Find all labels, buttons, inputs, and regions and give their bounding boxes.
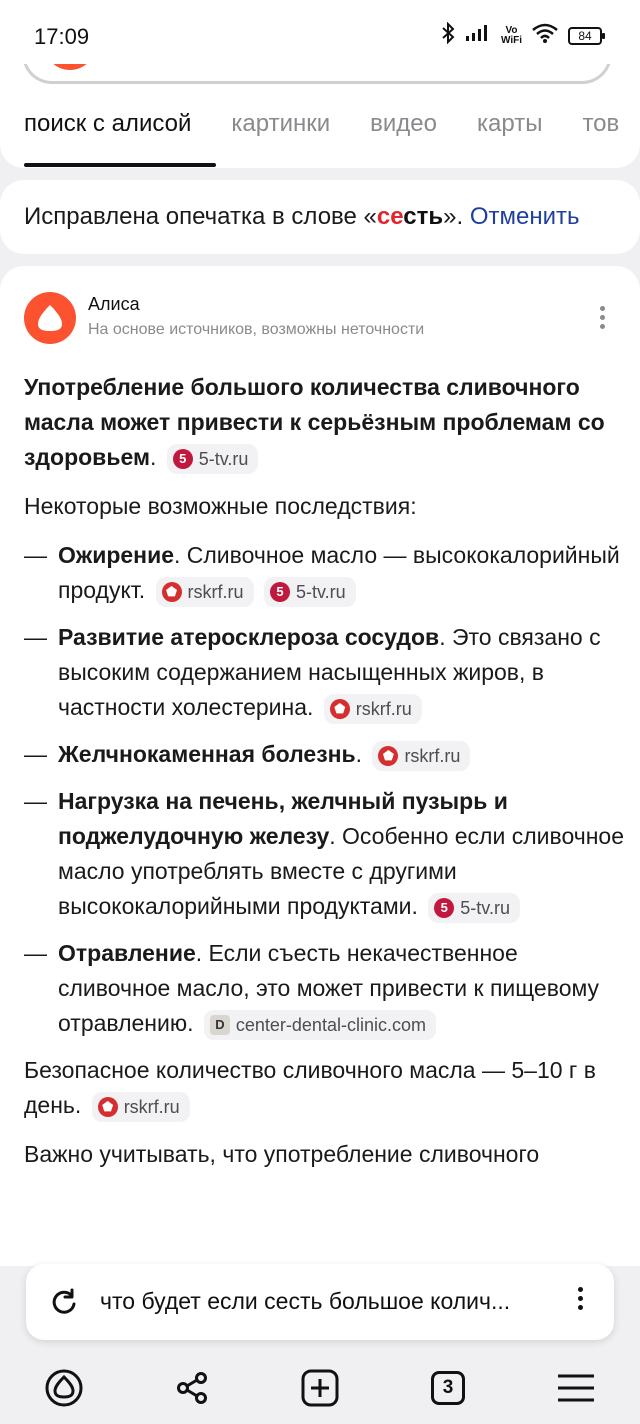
tabs-count: 3	[431, 1371, 465, 1405]
source-chip-rskrf[interactable]: ⬟ rskrf.ru	[324, 694, 422, 724]
5tv-icon: 5	[434, 898, 454, 918]
rskrf-icon: ⬟	[378, 746, 398, 766]
more-options-icon[interactable]	[592, 306, 612, 332]
search-header	[0, 64, 640, 168]
bottom-nav	[0, 1352, 640, 1424]
source-chip-rskrf[interactable]: ⬟ rskrf.ru	[156, 577, 254, 607]
battery-icon: 84	[568, 27, 602, 45]
active-tab-indicator	[24, 163, 216, 167]
typo-correction	[0, 180, 640, 254]
signal-icon	[465, 24, 491, 47]
answer-source-name: Алиса	[88, 294, 140, 314]
rskrf-icon: ⬟	[330, 699, 350, 719]
5tv-icon: 5	[270, 582, 290, 602]
important-paragraph: Важно учитывать, что употребление сливочного	[24, 1141, 540, 1167]
wifi-icon	[532, 23, 558, 48]
list-item: — Нагрузка на печень, желчный пузырь и поджелудочную железу. Особенно если сливочное масло употреблять вместе с другими высококалорийными продуктами. 5 5-tv.ru	[24, 784, 624, 924]
tab-alice-search[interactable]: поиск с алисой	[24, 110, 192, 137]
search-field-edge[interactable]	[22, 64, 612, 84]
source-chip-5tv[interactable]: 5 5-tv.ru	[264, 577, 356, 607]
refresh-icon[interactable]	[50, 1288, 78, 1321]
source-chip-5tv[interactable]: 5 5-tv.ru	[428, 893, 520, 923]
5tv-icon: 5	[173, 449, 193, 469]
tab-products[interactable]: тов	[582, 110, 620, 137]
more-options-icon[interactable]	[574, 1287, 586, 1314]
source-chip-center-dental[interactable]: D center-dental-clinic.com	[204, 1010, 436, 1040]
tab-maps[interactable]: карты	[477, 110, 543, 137]
status-time: 17:09	[34, 24, 90, 49]
tab-video[interactable]: видео	[370, 110, 437, 137]
answer-lead: Употребление большого количества сливочного масла может привести к серьёзным проблемам со здоровьем. 5 5-tv.ru	[24, 370, 624, 475]
alice-nav-icon[interactable]	[39, 1363, 89, 1413]
new-tab-icon[interactable]	[295, 1363, 345, 1413]
menu-icon[interactable]	[551, 1363, 601, 1413]
answer-body	[24, 370, 624, 1186]
answer-disclaimer: На основе источников, возможны неточности	[88, 321, 425, 338]
status-bar	[0, 0, 640, 64]
bottom-query-text[interactable]: что будет если сесть большое колич...	[100, 1288, 511, 1314]
list-item: — Развитие атеросклероза сосудов. Это связано с высоким содержанием насыщенных жиров, в частности холестерина. ⬟ rskrf.ru	[24, 620, 624, 725]
search-tabs	[24, 110, 640, 138]
typo-message: Исправлена опечатка в слове «сесть». Отменить	[24, 203, 580, 230]
bottom-query-bar[interactable]	[26, 1264, 614, 1340]
share-icon[interactable]	[167, 1363, 217, 1413]
source-chip-rskrf[interactable]: ⬟ rskrf.ru	[372, 741, 470, 771]
cancel-correction-link[interactable]: Отменить	[469, 203, 580, 230]
tabs-switcher-button[interactable]	[423, 1363, 473, 1413]
vowifi-icon: Vo WiFi	[500, 24, 522, 46]
alice-answer-card	[0, 266, 640, 1266]
answer-intro: Некоторые возможные последствия:	[24, 493, 417, 519]
source-chip-5tv[interactable]: 5 5-tv.ru	[167, 444, 259, 474]
list-item: — Желчнокаменная болезнь. ⬟ rskrf.ru	[24, 737, 624, 772]
bluetooth-icon	[441, 22, 455, 49]
source-chip-rskrf[interactable]: ⬟ rskrf.ru	[92, 1092, 190, 1122]
safe-amount-paragraph: Безопасное количество сливочного масла — 5–10 г в день. ⬟ rskrf.ru	[24, 1053, 624, 1123]
list-item: — Ожирение. Сливочное масло — высококалорийный продукт. ⬟ rskrf.ru 5 5-tv.ru	[24, 538, 624, 608]
status-icons	[441, 22, 602, 49]
rskrf-icon: ⬟	[98, 1097, 118, 1117]
tab-images[interactable]: картинки	[231, 110, 331, 137]
list-item: — Отравление. Если съесть некачественное сливочное масло, это может привести к пищевому отравлению. D center-dental-clinic.com	[24, 936, 624, 1041]
rskrf-icon: ⬟	[162, 582, 182, 602]
corrected-word: сесть	[376, 203, 444, 230]
center-dental-icon: D	[210, 1015, 230, 1035]
alice-logo-icon	[24, 292, 76, 344]
